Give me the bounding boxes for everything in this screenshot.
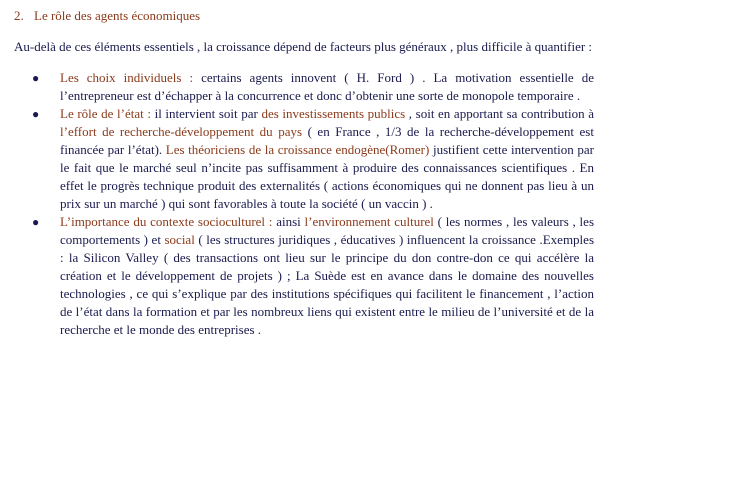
item-text: il intervient soit par bbox=[150, 106, 262, 121]
section-heading bbox=[14, 8, 594, 24]
bullet-list bbox=[14, 69, 594, 339]
item-text: ainsi bbox=[272, 214, 305, 229]
section-number: 2. bbox=[14, 8, 24, 23]
bullet-dot-icon: ● bbox=[32, 107, 40, 121]
list-item bbox=[14, 213, 594, 339]
item-highlight: l’environnement culturel bbox=[304, 214, 434, 229]
list-item bbox=[14, 105, 594, 213]
bullet-dot-icon: ● bbox=[32, 71, 40, 85]
item-text: ( les structures juridiques , éducatives ) influencent la croissance .Exemples : la Silicon Valley ( des transactions ont lieu sur le principe du don contre-don ce qui accélère la création et le développement de projets ) ; La Suède est en avance dans le domaine des nouvelles technologies , ce qui s’explique par des institutions spécifiques qui facilitent le financement , l’action de l’état dans la formation et par les nombreux liens qui existent entre le milieu de l’université et de la recherche et le monde des entreprises . bbox=[60, 232, 594, 337]
item-lead: Le rôle de l’état : bbox=[60, 106, 151, 121]
item-text: justifient cette intervention par le fait que le marché seul n’incite pas suffisamment à produire des connaissances scientifiques . En effet le progrès technique produit des externalités ( actions économiques qui ne donnent pas lieu à un prix sur un marché ) qui sont favorables à toute la société ( un vaccin ) . bbox=[60, 142, 594, 211]
item-text: ( les normes , les valeurs , les comportements ) et bbox=[60, 214, 595, 247]
item-highlight: l’effort de recherche-développement du pays bbox=[60, 124, 303, 139]
list-item bbox=[14, 69, 594, 105]
item-text: , soit en apportant sa contribution à bbox=[405, 106, 594, 121]
item-highlight: Les théoriciens de la croissance endogène(Romer) bbox=[165, 142, 430, 157]
item-text: certains agents innovent ( H. Ford ) . La motivation essentielle de l’entrepreneur est d’échapper à la concurrence et donc d’obtenir une sorte de monopole temporaire . bbox=[60, 70, 594, 103]
section-title: Le rôle des agents économiques bbox=[34, 8, 201, 23]
item-lead: L’importance du contexte socioculturel : bbox=[60, 214, 273, 229]
item-highlight: social bbox=[164, 232, 195, 247]
bullet-dot-icon: ● bbox=[32, 215, 40, 229]
item-highlight: des investissements publics bbox=[261, 106, 406, 121]
intro-paragraph: Au-delà de ces éléments essentiels , la croissance dépend de facteurs plus généraux , plus difficile à quantifier : bbox=[14, 39, 593, 54]
item-lead: Les choix individuels : bbox=[60, 70, 194, 85]
item-text: ( en France , 1/3 de la recherche-développement est financée par l’état). bbox=[60, 124, 594, 157]
document-page bbox=[14, 8, 594, 339]
